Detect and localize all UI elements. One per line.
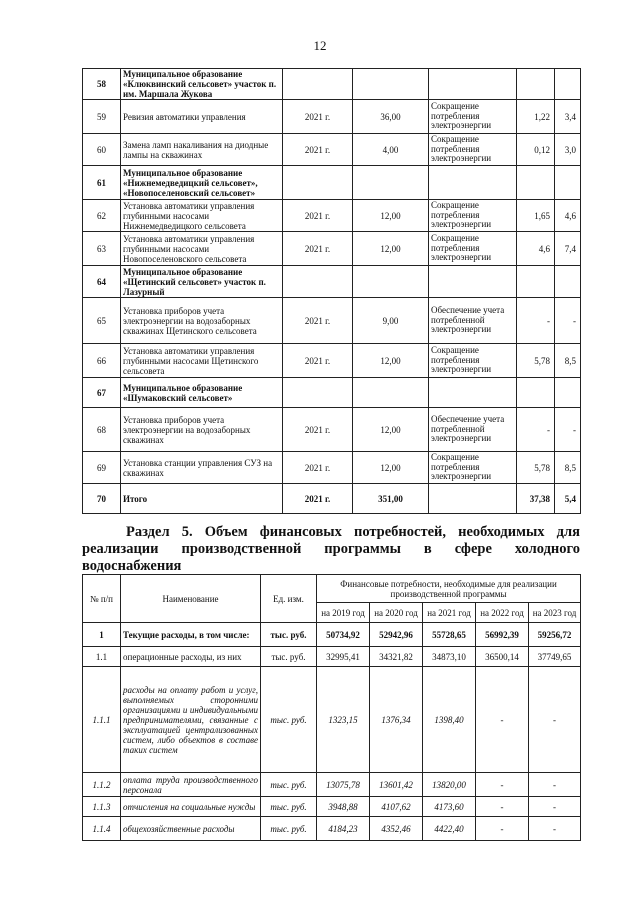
cost-cell: 12,00 xyxy=(353,232,429,266)
table-row xyxy=(83,134,581,166)
year-cell: 2021 г. xyxy=(283,484,353,514)
value-cell: 8,5 xyxy=(555,344,581,378)
row-number: 61 xyxy=(83,166,121,200)
value-cell xyxy=(555,266,581,298)
table-row xyxy=(83,452,581,484)
cost-cell xyxy=(353,266,429,298)
year-value: 36500,14 xyxy=(476,647,529,667)
measure-name: Итого xyxy=(121,484,283,514)
value-cell: - xyxy=(517,298,555,344)
year-value: 4352,46 xyxy=(370,817,423,841)
header-year: на 2020 год xyxy=(370,603,423,623)
table-row xyxy=(83,667,581,773)
cost-cell: 9,00 xyxy=(353,298,429,344)
effect-cell: Сокращение потребления электроэнергии xyxy=(429,200,517,232)
table-row xyxy=(83,817,581,841)
cost-cell: 36,00 xyxy=(353,100,429,134)
item-name: Текущие расходы, в том числе: xyxy=(121,623,261,647)
year-cell: 2021 г. xyxy=(283,200,353,232)
table-row xyxy=(83,100,581,134)
year-cell xyxy=(283,378,353,408)
value-cell: 3,4 xyxy=(555,100,581,134)
effect-cell xyxy=(429,378,517,408)
year-value: - xyxy=(529,797,581,817)
row-number: 58 xyxy=(83,69,121,100)
table-row xyxy=(83,623,581,647)
effect-cell: Сокращение потребления электроэнергии xyxy=(429,232,517,266)
measure-name: Установка приборов учета электроэнергии на водозаборных скважинах Щетинского сельсовета xyxy=(121,298,283,344)
value-cell xyxy=(517,69,555,100)
header-unit: Ед. изм. xyxy=(261,575,317,623)
effect-cell xyxy=(429,69,517,100)
measure-name: Установка автоматики управления глубинными насосами Новопоселеновского сельсовета xyxy=(121,232,283,266)
year-cell: 2021 г. xyxy=(283,452,353,484)
row-number: 60 xyxy=(83,134,121,166)
row-number: 63 xyxy=(83,232,121,266)
item-name: оплата труда производственного персонала xyxy=(121,773,261,797)
year-value: 13075,78 xyxy=(317,773,370,797)
value-cell: 8,5 xyxy=(555,452,581,484)
year-value: 13601,42 xyxy=(370,773,423,797)
section-heading-line-2: реализации производственной программы в сфере холодного xyxy=(82,541,580,557)
year-value: - xyxy=(529,817,581,841)
cost-cell: 12,00 xyxy=(353,344,429,378)
header-year: на 2021 год xyxy=(423,603,476,623)
measure-name: Муниципальное образование «Щетинский сельсовет» участок п. Лазурный xyxy=(121,266,283,298)
effect-cell: Сокращение потребления электроэнергии xyxy=(429,344,517,378)
year-value: - xyxy=(476,817,529,841)
cost-cell: 12,00 xyxy=(353,408,429,452)
year-value: 52942,96 xyxy=(370,623,423,647)
year-value: 1376,34 xyxy=(370,667,423,773)
row-number: 67 xyxy=(83,378,121,408)
row-number: 66 xyxy=(83,344,121,378)
year-value: 37749,65 xyxy=(529,647,581,667)
effect-cell: Обеспечение учета потребленной электроэнергии xyxy=(429,298,517,344)
year-cell: 2021 г. xyxy=(283,344,353,378)
year-value: 4173,60 xyxy=(423,797,476,817)
year-value: 55728,65 xyxy=(423,623,476,647)
row-number: 1.1.3 xyxy=(83,797,121,817)
value-cell: - xyxy=(555,298,581,344)
year-value: - xyxy=(529,667,581,773)
value-cell: 4,6 xyxy=(517,232,555,266)
header-num: № п/п xyxy=(83,575,121,623)
year-value: 59256,72 xyxy=(529,623,581,647)
item-name: расходы на оплату работ и услуг, выполняемых сторонними организациями и индивидуальными предпринимателями, связанные с эксплуатацией централизованных систем, либо объектов в составе таких систем xyxy=(121,667,261,773)
table-row xyxy=(83,266,581,298)
section-5-heading xyxy=(82,524,580,575)
table-row xyxy=(83,200,581,232)
year-value: 1323,15 xyxy=(317,667,370,773)
header-year: на 2022 год xyxy=(476,603,529,623)
year-cell: 2021 г. xyxy=(283,100,353,134)
value-cell: - xyxy=(517,408,555,452)
year-cell: 2021 г. xyxy=(283,408,353,452)
value-cell: 1,65 xyxy=(517,200,555,232)
measure-name: Муниципальное образование «Клюквинский сельсовет» участок п. им. Маршала Жукова xyxy=(121,69,283,100)
measures-table xyxy=(82,68,581,514)
table-row xyxy=(83,344,581,378)
effect-cell: Сокращение потребления электроэнергии xyxy=(429,452,517,484)
effect-cell xyxy=(429,266,517,298)
measure-name: Муниципальное образование «Нижнемедведицкий сельсовет», «Новопоселеновский сельсовет» xyxy=(121,166,283,200)
cost-cell: 12,00 xyxy=(353,200,429,232)
value-cell: 0,12 xyxy=(517,134,555,166)
value-cell: - xyxy=(555,408,581,452)
measure-name: Установка станции управления СУЗ на скважинах xyxy=(121,452,283,484)
table-row xyxy=(83,773,581,797)
cost-cell xyxy=(353,378,429,408)
value-cell: 5,4 xyxy=(555,484,581,514)
row-number: 59 xyxy=(83,100,121,134)
effect-cell: Сокращение потребления электроэнергии xyxy=(429,134,517,166)
measure-name: Установка автоматики управления глубинными насосами Нижнемедведицкого сельсовета xyxy=(121,200,283,232)
effect-cell xyxy=(429,166,517,200)
year-value: 3948,88 xyxy=(317,797,370,817)
table-row xyxy=(83,378,581,408)
value-cell: 5,78 xyxy=(517,344,555,378)
cost-cell: 12,00 xyxy=(353,452,429,484)
row-number: 1 xyxy=(83,623,121,647)
measure-name: Муниципальное образование «Шумаковский сельсовет» xyxy=(121,378,283,408)
year-cell: 2021 г. xyxy=(283,232,353,266)
header-financial-needs: Финансовые потребности, необходимые для реализации производственной программы xyxy=(317,575,581,603)
row-number: 1.1.4 xyxy=(83,817,121,841)
value-cell xyxy=(517,266,555,298)
row-number: 68 xyxy=(83,408,121,452)
year-value: 13820,00 xyxy=(423,773,476,797)
row-number: 64 xyxy=(83,266,121,298)
section-heading-line-3: водоснабжения xyxy=(82,558,182,574)
year-value: - xyxy=(476,773,529,797)
measure-name: Установка приборов учета электроэнергии на водозаборных скважинах xyxy=(121,408,283,452)
page-number: 12 xyxy=(313,38,327,53)
cost-cell: 4,00 xyxy=(353,134,429,166)
financial-needs-table xyxy=(82,574,581,841)
year-value: - xyxy=(476,797,529,817)
effect-cell xyxy=(429,484,517,514)
table-row xyxy=(83,166,581,200)
effect-cell: Обеспечение учета потребленной электроэнергии xyxy=(429,408,517,452)
table-row xyxy=(83,232,581,266)
value-cell xyxy=(555,378,581,408)
row-number: 1.1.1 xyxy=(83,667,121,773)
year-value: 34321,82 xyxy=(370,647,423,667)
table-row xyxy=(83,298,581,344)
row-number: 69 xyxy=(83,452,121,484)
row-number: 62 xyxy=(83,200,121,232)
row-number: 1.1 xyxy=(83,647,121,667)
value-cell xyxy=(555,69,581,100)
year-value: 1398,40 xyxy=(423,667,476,773)
year-cell xyxy=(283,166,353,200)
value-cell: 4,6 xyxy=(555,200,581,232)
year-value: 50734,92 xyxy=(317,623,370,647)
table-row xyxy=(83,484,581,514)
measure-name: Ревизия автоматики управления xyxy=(121,100,283,134)
value-cell: 1,22 xyxy=(517,100,555,134)
year-value: 4107,62 xyxy=(370,797,423,817)
item-name: операционные расходы, из них xyxy=(121,647,261,667)
row-number: 1.1.2 xyxy=(83,773,121,797)
measure-name: Установка автоматики управления глубинными насосами Щетинского сельсовета xyxy=(121,344,283,378)
row-number: 70 xyxy=(83,484,121,514)
unit-cell: тыс. руб. xyxy=(261,773,317,797)
unit-cell: тыс. руб. xyxy=(261,623,317,647)
unit-cell: тыс. руб. xyxy=(261,667,317,773)
value-cell: 7,4 xyxy=(555,232,581,266)
header-year: на 2023 год xyxy=(529,603,581,623)
year-value: 32995,41 xyxy=(317,647,370,667)
unit-cell: тыс. руб. xyxy=(261,647,317,667)
year-value: 4184,23 xyxy=(317,817,370,841)
table-row xyxy=(83,797,581,817)
unit-cell: тыс. руб. xyxy=(261,797,317,817)
value-cell xyxy=(517,166,555,200)
cost-cell: 351,00 xyxy=(353,484,429,514)
measure-name: Замена ламп накаливания на диодные лампы на скважинах xyxy=(121,134,283,166)
value-cell xyxy=(555,166,581,200)
cost-cell xyxy=(353,166,429,200)
value-cell: 37,38 xyxy=(517,484,555,514)
item-name: общехозяйственные расходы xyxy=(121,817,261,841)
value-cell: 5,78 xyxy=(517,452,555,484)
row-number: 65 xyxy=(83,298,121,344)
value-cell xyxy=(517,378,555,408)
table-row xyxy=(83,69,581,100)
section-heading-line-1: Раздел 5. Объем финансовых потребностей, необходимых для xyxy=(126,524,580,540)
year-cell xyxy=(283,69,353,100)
value-cell: 3,0 xyxy=(555,134,581,166)
table-row xyxy=(83,647,581,667)
table-row xyxy=(83,408,581,452)
cost-cell xyxy=(353,69,429,100)
effect-cell: Сокращение потребления электроэнергии xyxy=(429,100,517,134)
item-name: отчисления на социальные нужды xyxy=(121,797,261,817)
year-value: 56992,39 xyxy=(476,623,529,647)
year-cell xyxy=(283,266,353,298)
year-value: - xyxy=(476,667,529,773)
year-cell: 2021 г. xyxy=(283,134,353,166)
unit-cell: тыс. руб. xyxy=(261,817,317,841)
header-year: на 2019 год xyxy=(317,603,370,623)
year-cell: 2021 г. xyxy=(283,298,353,344)
header-name: Наименование xyxy=(121,575,261,623)
year-value: - xyxy=(529,773,581,797)
year-value: 4422,40 xyxy=(423,817,476,841)
year-value: 34873,10 xyxy=(423,647,476,667)
